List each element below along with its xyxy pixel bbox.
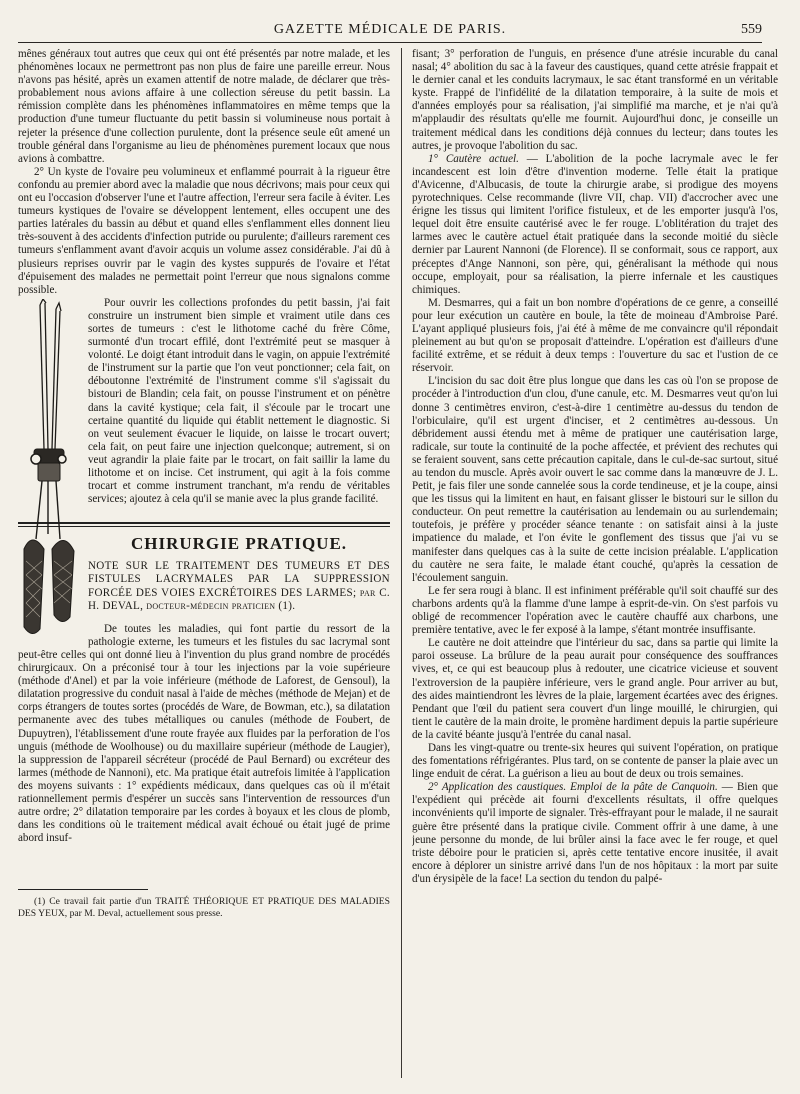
paragraph: L'incision du sac doit être plus longue que dans les cas où l'on se propose de procéder à l'introduction d'un clou, d'une canule, etc. M. Desmarres veut qu'on lui donne 3 centimètres environ, c'est-à-dire 1 centimètre au-dessus du tendon de l'orbiculaire, qu'il est urgent d'inciser, et 2 centimètres au-dessous. Un débridement aussi étendu met à même de pratiquer une cautérisation large, radicale, sur toute la continuité de la poche affectée, et prévient des rechutes qui se feraient souvent, sans cette précaution capitale, dans le cul-de-sac surtout, situé au tendon du muscle. Après avoir ouvert le sac comme dans la manœuvre de J. L. Petit, je fais filer une sonde cannelée sous la corde tendineuse, et je la coupe, ainsi que les tissus qui la limitent en haut, en faisant glisser le bistouri sur le sillon du conducteur. On peut remettre la cautérisation au lendemain ou au surlendemain; toutefois, je préfère y procéder séance tenante : on satisfait ainsi à la juste impatience du malade, et l'on évite le gonflement des tissus que j'ai vu se manifester dans quelques cas à la suite de cette incision préalable. L'application du cautère ne sera faite, le malade étant couché, qu'après la cessation de l'écoulement sanguin. xyxy=(412,375,778,584)
lithotome-trocar-illustration xyxy=(18,299,80,639)
paragraph: fisant; 3° perforation de l'unguis, en présence d'une atrésie incurable du canal nasal; 4° abolition du sac à la faveur des caustiques, quand cette atrésie frappait et le dernier canal et les conduits lacrymaux, le sac étant transformé en un véritable kyste. Frappé de l'infidélité de la dilatation temporaire, à la suite de mois et d'années employés pour sa réalisation, j'ai simplifié ma marche, et je n'ai qu'à m'applaudir des résultats qu'elle me fournit. Aujourd'hui donc, je conseille un traitement médical dans les conditions déjà connues du lecteur; dans toutes les autres, je provoque l'abolition du sac. xyxy=(412,48,778,152)
running-head xyxy=(18,20,762,43)
footnote: (1) Ce travail fait partie d'un TRAITÉ THÉORIQUE ET PRATIQUE DES MALADIES DES YEUX, par M. Deval, actuellement sous presse. xyxy=(18,896,390,919)
subheading: 2° Application des caustiques. Emploi de la pâte de Canquoin. xyxy=(428,781,718,794)
page-number: 559 xyxy=(741,22,762,37)
paragraph: M. Desmarres, qui a fait un bon nombre d'opérations de ce genre, a conseillé pour leur exécution un cautère en boule, la tête de moineau d'Ambroise Paré. L'ayant appliqué plusieurs fois, j'ai été à même de me convaincre qu'il répondait pleinement au but qu'on se proposait d'atteindre. L'opération est d'ailleurs d'une facilité extrême, et se réduit à deux temps : l'ouverture du sac et l'ustion de ce réservoir. xyxy=(412,296,778,375)
journal-title: GAZETTE MÉDICALE DE PARIS. xyxy=(273,22,507,37)
right-column xyxy=(412,48,778,1080)
paragraph-text: — L'abolition de la poche lacrymale avec le fer incandescent est loin d'être d'invention moderne. Telle était la pratique d'Avicenne, d'Albucasis, de toute la chirurgie arabe, si prodigue des moyens pyrotechniques. Celse recommande (livre VII, chap. VII) d'accrocher avec une érigne les tissus qui limitent l'orifice fistuleux, et de les emporter jusqu'à l'os, lequel doit être ensuite cautérisé avec le fer rouge. L'oblitération du trajet des larmes avec le cautère actuel était pratiquée dans la seconde moitié du siècle dernier par Laurent Nannoni (de Florence). Il se conformait, sous ce rapport, aux préceptes d'Ange Nannoni, son père, qui, généralisant la méthode qui nous occupe, employait, pour sa réalisation, la pierre infernale et les caustiques chimiques. xyxy=(412,152,778,296)
paragraph: De toutes les maladies, qui font partie du ressort de la pathologie externe, les tumeurs et les fistules du sac lacrymal sont peut-être celles qui ont donné lieu à l'invention du plus grand nombre de procédés chirurgicaux. On a préconisé tour à tour les injections par la voie supérieure (méthode d'Anel) et par la voie inférieure (méthode de Laforest, de Gensoul), la dilatation progressive du conduit nasal à l'aide de mèches (méthode de Mejan) et de corps étrangers de toutes sortes (procédés de Ware, de Bowman, etc.), sa dilatation permanente avec des tubes métalliques ou canules (méthode de Foubert, de Dupuytren), l'établissement d'une route frayée aux fluides par la perforation de l'os unguis (méthode de Woolhouse) ou du maxillaire supérieur (méthode de Laugier), la suppression de l'appareil sécréteur (procédé de Paul Bernard) ou excréteur des larmes (méthode de Nannoni), etc. Ma pratique était autrefois limitée à l'application des moyens suivants : 1° expédients médicaux, dans quelques cas où il m'était rationnellement permis d'espérer un succès sans l'intervention de ressources d'un autre ordre; 2° dilatation temporaire par les cordes à boyaux et les clous de plomb, dans les conditions où le traitement médical avait échoué ou était jugé de prime abord insuf- xyxy=(18,622,390,845)
paragraph: mênes généraux tout autres que ceux qui ont été présentés par notre malade, et les phénomènes locaux ne permettront pas non plus de faire une pareille erreur. Nous n'avons pas hésité, après un examen attentif de notre malade, de déclarer que très-probablement nous avions affaire à une collection séreuse du petit bassin. La rémission complète dans les phénomènes inflammatoires en même temps que la production d'une tumeur fluctuante du petit bassin si volumineuse nous portait à rejeter la présence d'une collection purulente, dont la présence seule eût amené un trouble général dans l'organisme au lieu de phénomènes purement locaux que nous avions à combattre. xyxy=(18,48,390,165)
paragraph: 2° Un kyste de l'ovaire peu volumineux et enflammé pourrait à la rigueur être confondu au premier abord avec la maladie que nous décrivons; mais pour ceux qui ont eu l'occasion d'observer l'une et l'autre affection, l'erreur sera facile à éviter. Les tumeurs kystiques de l'ovaire se développent lentement, elles occupent une des parties latérales du bassin au début et quand elles s'enflamment elles donnent lieu très-souvent à des accidents d'infection putride ou purulente; d'ailleurs rarement ces tumeurs s'enflamment avant d'avoir acquis un volume assez considérable. J'ai dû à plusieurs reprises ouvrir par le vagin des kystes suppurés de l'ovaire et l'état d'épuisement des malades ne permettait point l'erreur que nous signalons comme possible. xyxy=(18,165,390,296)
paragraph: Le fer sera rougi à blanc. Il est infiniment préférable qu'il soit chauffé sur des charbons ardents qu'à la flamme d'une lampe à esprit-de-vin. On s'est parfois vu obligé de recommencer l'opération avec le cautère chauffé aux charbons, une première tentative, avec le fer exposé à la lampe, s'étant montrée insuffisante. xyxy=(412,584,778,637)
article-title: NOTE SUR LE TRAITEMENT DES TUMEURS ET DES FISTULES LACRYMALES PAR LA SUPPRESSION FORCÉE DES VOIES EXCRÉTOIRES DES LARMES; par C. H. DEVAL, docteur-médecin praticien (1). xyxy=(88,560,390,612)
paragraph xyxy=(412,781,778,886)
paragraph-text: — Bien que l'expédient qui précède ait fourni d'excellents résultats, il offre quelques inconvénients qu'il importe de signaler. Très-effrayant pour le malade, il ne saurait guère être présenté dans la pratique civile. Comment offrir à une dame, à une jeune personne du monde, de lui brûler ainsi la face avec le fer rouge, et quel triste déboire pour le praticien si, après cette tentative encore inusitée, il avait encore à déplorer un sinistre arrivé dans l'un de nos hôpitaux : la mort par suite d'un érysipèle de la face! La section du tendon du palpé- xyxy=(412,781,778,885)
section-title: CHIRURGIE PRATIQUE. xyxy=(130,534,348,554)
subheading: 1° Cautère actuel. xyxy=(428,152,519,165)
paragraph: Le cautère ne doit atteindre que l'intérieur du sac, dans sa partie qui limite la paroi osseuse. La brûlure de la peau aurait pour conséquence des souffrances vives, et, ce qui est beaucoup plus à redouter, une cicatrice vicieuse et souvent l'extroversion de la paupière inférieure, vers le grand angle. Pour arriver au but, des aides maintiendront les lèvres de la plaie, largement écartées avec des érignes. Pendant que l'œil du patient sera couvert d'un linge mouillé, le chirurgien, qui tient le cautère de la main droite, le promène hardiment depuis la partie supérieure de la cavité béante jusqu'à l'entrée du canal nasal. xyxy=(412,637,778,741)
column-divider xyxy=(401,48,402,1078)
footnote-rule xyxy=(18,889,148,890)
paragraph: Dans les vingt-quatre ou trente-six heures qui suivent l'opération, on pratique des fomentations réfrigérantes. Plus tard, on se contente de panser la plaie avec un linge enduit de cérat. La guérison a lieu au bout de deux ou trois semaines. xyxy=(412,741,778,781)
paragraph: Pour ouvrir les collections profondes du petit bassin, j'ai fait construire un instrument bien simple et vraiment utile dans ces sortes de tumeurs : c'est le lithotome caché du frère Côme, surmonté d'un trocart effilé, dont l'extrémité peut se masquer à volonté. Le doigt étant introduit dans le vagin, on appuie l'extrémité de l'instrument sur la partie que l'on veut ponctionner; cela fait, on déboutonne l'extrémité de l'instrument comme s'il s'agissait du bistouri de Blandin; cela fait, on pousse l'instrument et on pénètre dans la cavité kystique; cela fait, il s'écoule par le trocart une certaine quantité du liquide qui établit nettement le diagnostic. Si on veut seulement évacuer le liquide, on laisse le trocart ouvert; cela fait, on peut faire une injection quelconque; autrement, si on veut agrandir la plaie faite par le trocart, on fait saillir la lame du lithotome et on incise. Cet instrument, qui agit à la fois comme trocart et comme instrument tranchant, m'a rendu de véritables services; ajoutez à cela qu'il se manie avec la plus grande facilité. xyxy=(88,296,390,506)
paragraph xyxy=(412,153,778,297)
left-column xyxy=(18,48,390,1080)
